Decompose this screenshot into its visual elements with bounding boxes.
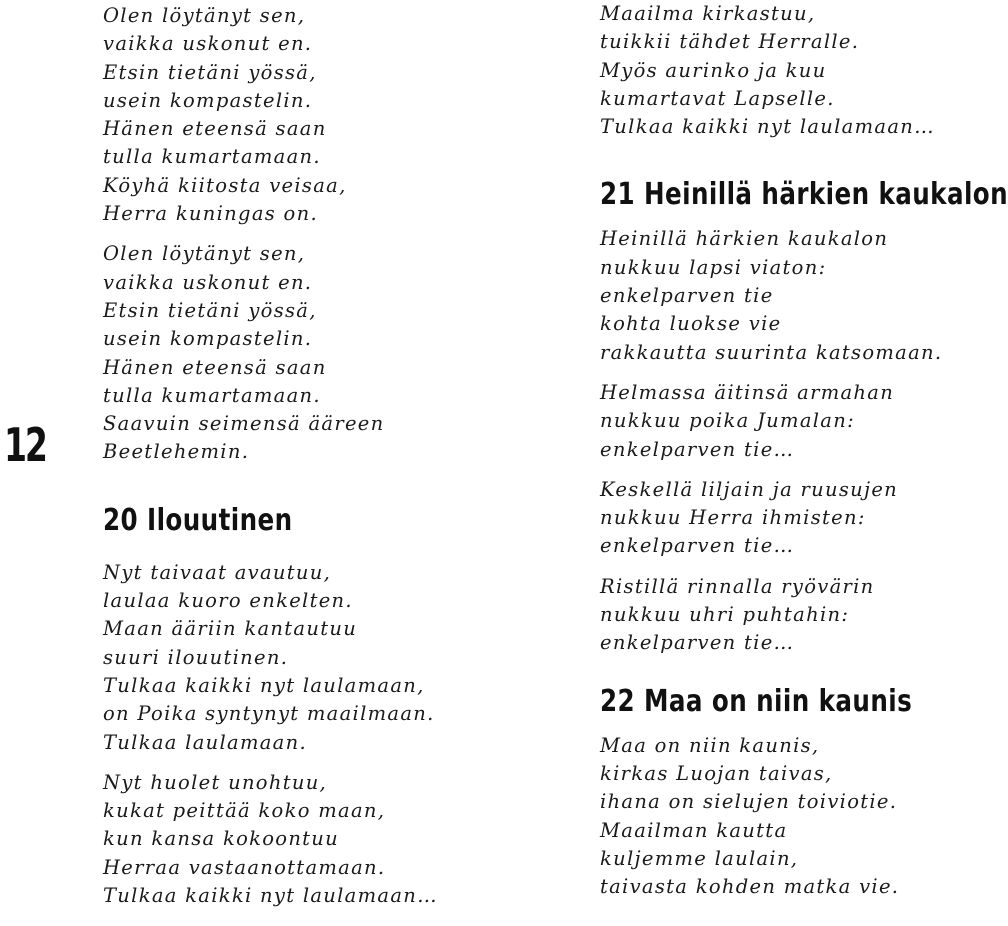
stanza bbox=[103, 559, 543, 757]
lyric-line: enkelparven tie bbox=[600, 284, 774, 308]
stanza bbox=[103, 240, 543, 466]
lyric-line: on Poika syntynyt maailmaan. bbox=[103, 702, 435, 726]
song-title: 21 Heinillä härkien kaukalon bbox=[600, 177, 1008, 213]
lyric-line: Heinillä härkien kaukalon bbox=[600, 227, 889, 251]
lyric-line: Maa on niin kaunis, bbox=[600, 733, 820, 757]
lyric-line: Helmassa äitinsä armahan bbox=[600, 380, 895, 404]
page-number: 12 bbox=[4, 418, 46, 472]
lyric-line: rakkautta suurinta katsomaan. bbox=[600, 340, 943, 364]
lyric-line: Maailman kautta bbox=[600, 818, 788, 842]
stanza bbox=[600, 732, 960, 902]
lyric-line: Tulkaa kaikki nyt laulamaan, bbox=[103, 673, 425, 697]
stanza bbox=[600, 225, 960, 366]
lyric-line: enkelparven tie… bbox=[600, 534, 795, 558]
lyric-line: suuri ilouutinen. bbox=[103, 645, 289, 669]
lyric-line: Hänen eteensä saan bbox=[103, 355, 327, 379]
lyric-line: kumartavat Lapselle. bbox=[600, 86, 835, 110]
lyric-line: taivasta kohden matka vie. bbox=[600, 875, 900, 899]
lyric-line: kirkas Luojan taivas, bbox=[600, 761, 833, 785]
lyric-line: tulla kumartamaan. bbox=[103, 145, 321, 169]
lyric-line: Keskellä liljain ja ruusujen bbox=[600, 477, 899, 501]
lyric-line: Tulkaa kaikki nyt laulamaan… bbox=[600, 115, 935, 139]
lyric-line: vaikka uskonut en. bbox=[103, 270, 313, 294]
lyric-line: Herra kuningas on. bbox=[103, 202, 318, 226]
stanza bbox=[600, 476, 960, 561]
lyric-line: Myös aurinko ja kuu bbox=[600, 58, 827, 82]
lyric-line: enkelparven tie… bbox=[600, 631, 795, 655]
lyric-line: vaikka uskonut en. bbox=[103, 32, 313, 56]
lyric-line: nukkuu lapsi viaton: bbox=[600, 255, 827, 279]
right-column bbox=[600, 0, 1008, 901]
lyric-line: tulla kumartamaan. bbox=[103, 383, 321, 407]
lyric-line: Herraa vastaanottamaan. bbox=[103, 855, 386, 879]
stanza bbox=[600, 379, 960, 464]
lyric-line: enkelparven tie… bbox=[600, 437, 795, 461]
lyric-line: kukat peittää koko maan, bbox=[103, 799, 386, 823]
lyric-line: Tulkaa kaikki nyt laulamaan… bbox=[103, 884, 438, 908]
lyric-line: Nyt huolet unohtuu, bbox=[103, 770, 328, 794]
song-title: 22 Maa on niin kaunis bbox=[600, 683, 913, 719]
lyric-line: nukkuu Herra ihmisten: bbox=[600, 506, 866, 530]
stanza bbox=[600, 573, 960, 658]
lyric-line: Maailma kirkastuu, bbox=[600, 2, 816, 25]
lyric-line: Etsin tietäni yössä, bbox=[103, 298, 317, 322]
lyric-line: Ristillä rinnalla ryövärin bbox=[600, 574, 875, 598]
lyric-line: usein kompastelin. bbox=[103, 327, 313, 351]
lyric-line: Maan ääriin kantautuu bbox=[103, 617, 358, 641]
lyric-line: Köyhä kiitosta veisaa, bbox=[103, 173, 347, 197]
lyric-line: nukkuu poika Jumalan: bbox=[600, 409, 855, 433]
lyric-line: Olen löytänyt sen, bbox=[103, 4, 306, 27]
lyric-line: Hänen eteensä saan bbox=[103, 117, 327, 141]
lyric-line: laulaa kuoro enkelten. bbox=[103, 589, 353, 613]
lyric-line: ihana on sielujen toiviotie. bbox=[600, 790, 898, 814]
lyric-line: Etsin tietäni yössä, bbox=[103, 60, 317, 84]
lyric-line: kohta luokse vie bbox=[600, 312, 782, 336]
lyric-line: tuikkii tähdet Herralle. bbox=[600, 30, 860, 54]
lyric-line: Tulkaa laulamaan. bbox=[103, 730, 307, 754]
lyric-line: Beetlehemin. bbox=[103, 440, 250, 464]
lyric-line: Olen löytänyt sen, bbox=[103, 242, 306, 266]
lyric-line: nukkuu uhri puhtahin: bbox=[600, 603, 850, 627]
song-title: 20 Ilouutinen bbox=[103, 502, 293, 538]
left-column bbox=[103, 2, 543, 910]
stanza bbox=[103, 2, 543, 228]
lyric-line: Saavuin seimensä ääreen bbox=[103, 412, 385, 436]
lyric-line: Nyt taivaat avautuu, bbox=[103, 560, 332, 584]
lyric-line: kuljemme laulain, bbox=[600, 846, 799, 870]
stanza bbox=[103, 769, 543, 910]
lyric-line: kun kansa kokoontuu bbox=[103, 827, 340, 851]
lyric-line: usein kompastelin. bbox=[103, 88, 313, 112]
stanza bbox=[600, 0, 960, 141]
